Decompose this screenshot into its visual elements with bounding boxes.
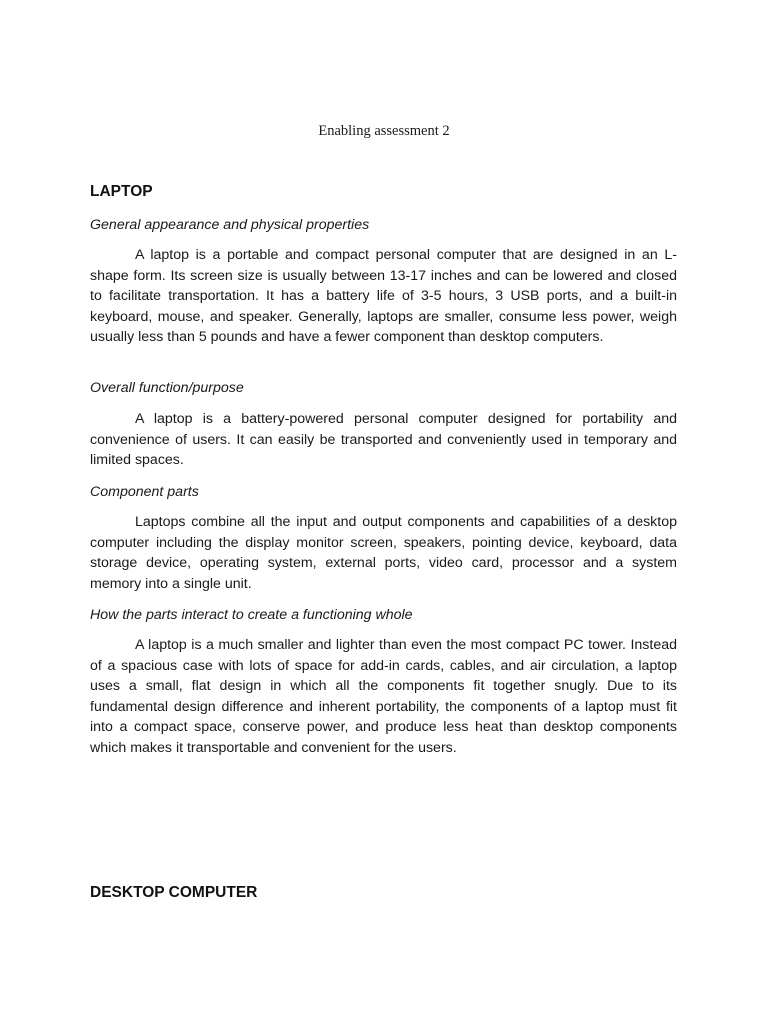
subheading-appearance: General appearance and physical properties (90, 217, 370, 233)
section-heading-laptop: LAPTOP (90, 183, 153, 200)
subheading-components: Component parts (90, 484, 199, 500)
subheading-interaction: How the parts interact to create a functioning whole (90, 607, 413, 623)
document-title: Enabling assessment 2 (318, 123, 450, 139)
paragraph-components: Laptops combine all the input and output components and capabilities of a desktop computer including the display monitor screen, speakers, pointing device, keyboard, data storage device, operating system, external ports, video card, processor and a system memory into a single unit. (90, 514, 677, 592)
paragraph-appearance: A laptop is a portable and compact personal computer that are designed in an L-shape form. Its screen size is usually between 13-17 inches and can be lowered and closed to facilitate transportation. It has a battery life of 3-5 hours, 3 USB ports, and a built-in keyboard, mouse, and speaker. Generally, laptops are smaller, consume less power, weigh usually less than 5 pounds and have a fewer component than desktop computers. (90, 247, 677, 345)
subheading-function: Overall function/purpose (90, 380, 244, 396)
section-heading-desktop: DESKTOP COMPUTER (90, 884, 258, 901)
paragraph-interaction: A laptop is a much smaller and lighter than even the most compact PC tower. Instead of a spacious case with lots of space for add-in cards, cables, and air circulation, a laptop uses a small, flat design in which all the components fit together snugly. Due to its fundamental design difference and inherent portability, the components of a laptop must fit into a compact space, conserve power, and produce less heat than desktop components which makes it transportable and convenient for the users. (90, 637, 677, 756)
paragraph-function: A laptop is a battery-powered personal computer designed for portability and convenience of users. It can easily be transported and conveniently used in temporary and limited spaces. (90, 411, 677, 468)
